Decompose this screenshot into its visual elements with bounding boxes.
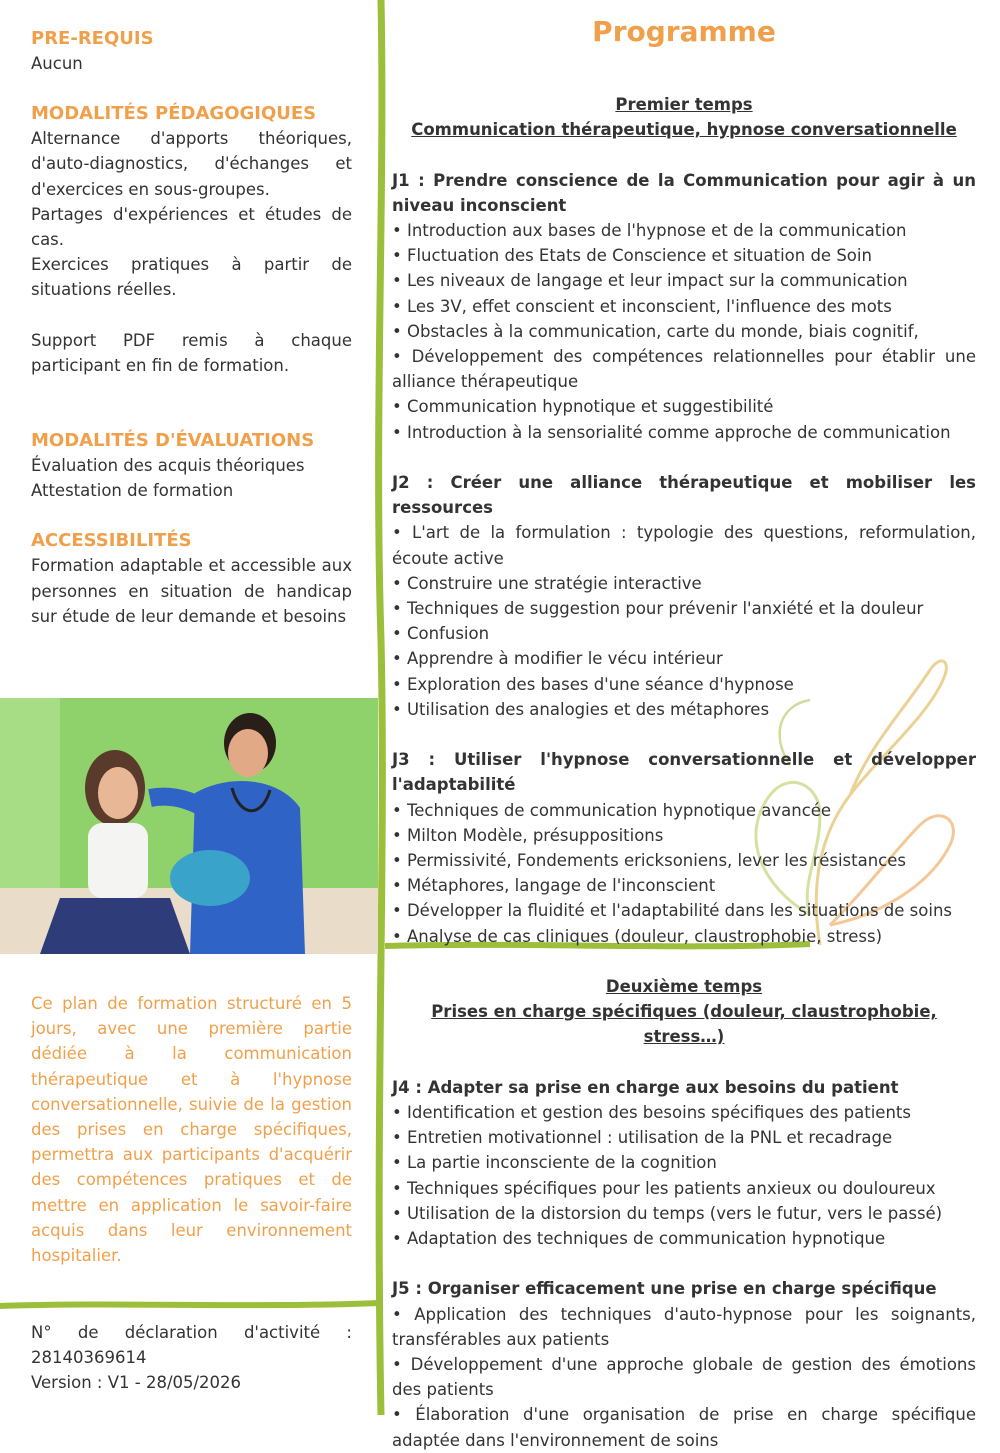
evaluations-line-2: Attestation de formation xyxy=(31,481,234,501)
list-item: • Introduction aux bases de l'hypnose et de la communication xyxy=(392,221,907,240)
prerequis-heading: PRE-REQUIS xyxy=(31,28,154,49)
list-item: • Obstacles à la communication, carte du monde, biais cognitif, xyxy=(392,321,919,341)
declaration-block xyxy=(31,1320,352,1396)
list-item: • Construire une stratégie interactive xyxy=(392,573,702,593)
list-item: • La partie inconsciente de la cognition xyxy=(392,1153,717,1173)
j5-heading: J5 : Organiser efficacement une prise en charge spécifique xyxy=(392,1279,937,1299)
list-item: • Analyse de cas cliniques (douleur, claustrophobie, stress) xyxy=(392,926,883,946)
list-item: • Confusion xyxy=(392,624,490,644)
prerequis-text: Aucun xyxy=(31,54,83,73)
list-item: • Exploration des bases d'une séance d'hypnose xyxy=(392,674,794,694)
list-item: • Communication hypnotique et suggestibilité xyxy=(392,397,774,417)
list-item: • Utilisation des analogies et des métaphores xyxy=(392,699,770,719)
j2-heading: J2 : Créer une alliance thérapeutique et mobiliser les ressources xyxy=(392,473,976,518)
temps1-label: Premier temps xyxy=(615,95,753,114)
j4-heading: J4 : Adapter sa prise en charge aux besoins du patient xyxy=(392,1077,899,1097)
accessibilite-heading: ACCESSIBILITÉS xyxy=(31,530,192,552)
list-item: • Fluctuation des Etats de Conscience et situation de Soin xyxy=(392,246,872,266)
list-item: • Métaphores, langage de l'inconscient xyxy=(392,876,716,896)
programme-content xyxy=(392,92,976,1453)
modalites-text-1: Alternance d'apports théoriques, d'auto-diagnostics, d'échanges et d'exercices en sous-groupes. xyxy=(31,129,352,199)
list-item: • Développer la fluidité et l'adaptabilité dans les situations de soins xyxy=(392,901,953,921)
doctor-patient-photo xyxy=(0,698,378,954)
evaluations-heading: MODALITÉS D'ÉVALUATIONS xyxy=(31,430,315,452)
modalites-text-2: Partages d'expériences et études de cas. xyxy=(31,204,352,250)
declaration-number: 28140369614 xyxy=(31,1348,147,1368)
summary-paragraph: Ce plan de formation structuré en 5 jours, avec une première partie dédiée à la communication thérapeutique et à l'hypnose conversationnelle, suivie de la gestion des prises en charge spécifiques, permettra aux participants d'acquérir des compétences pratiques et de mettre en application le savoir-faire acquis dans leur environnement hospitalier. xyxy=(31,994,352,1266)
list-item: • Techniques spécifiques pour les patients anxieux ou douloureux xyxy=(392,1178,936,1198)
list-item: • Adaptation des techniques de communication hypnotique xyxy=(392,1229,886,1249)
version-text: Version : V1 - 28/05/2026 xyxy=(31,1373,242,1393)
accessibilite-text: Formation adaptable et accessible aux personnes en situation de handicap sur étude de leur demande et besoins xyxy=(31,556,352,626)
list-item: • Entretien motivationnel : utilisation de la PNL et recadrage xyxy=(392,1128,893,1148)
left-column xyxy=(31,26,352,629)
temps2-subtitle: Prises en charge spécifiques (douleur, claustrophobie, stress…) xyxy=(431,1002,937,1047)
list-item: • Introduction à la sensorialité comme approche de communication xyxy=(392,422,951,442)
list-item: • Développement des compétences relationnelles pour établir une alliance thérapeutique xyxy=(392,347,976,392)
declaration-label: N° de déclaration d'activité : xyxy=(31,1323,352,1342)
list-item: • Utilisation de la distorsion du temps (vers le futur, vers le passé) xyxy=(392,1203,943,1223)
list-item: • L'art de la formulation : typologie des questions, reformulation, écoute active xyxy=(392,523,976,568)
list-item: • Développement d'une approche globale de gestion des émotions des patients xyxy=(392,1355,976,1400)
list-item: • Les 3V, effet conscient et inconscient, l'influence des mots xyxy=(392,296,892,316)
list-item: • Milton Modèle, présuppositions xyxy=(392,825,664,845)
list-item: • Techniques de communication hypnotique avancée xyxy=(392,800,832,820)
list-item: • Apprendre à modifier le vécu intérieur xyxy=(392,649,723,669)
temps1-subtitle: Communication thérapeutique, hypnose conversationnelle xyxy=(411,120,957,140)
list-item: • Identification et gestion des besoins spécifiques des patients xyxy=(392,1103,911,1123)
j1-heading: J1 : Prendre conscience de la Communication pour agir à un niveau inconscient xyxy=(392,170,976,215)
temps2-label: Deuxième temps xyxy=(605,977,763,997)
j3-heading: J3 : Utiliser l'hypnose conversationnelle et développer l'adaptabilité xyxy=(392,750,976,795)
modalites-text-4: Support PDF remis à chaque participant en fin de formation. xyxy=(31,330,352,375)
list-item: • Permissivité, Fondements ericksoniens, lever les résistances xyxy=(392,851,906,871)
modalites-text-3: Exercices pratiques à partir de situations réelles. xyxy=(31,255,352,300)
list-item: • Techniques de suggestion pour prévenir l'anxiété et la douleur xyxy=(392,599,924,619)
list-item: • Les niveaux de langage et leur impact sur la communication xyxy=(392,271,908,291)
list-item: • Élaboration d'une organisation de prise en charge spécifique adaptée dans l'environnement de soins xyxy=(392,1405,976,1450)
evaluations-line-1: Évaluation des acquis théoriques xyxy=(31,456,305,476)
modalites-heading: MODALITÉS PÉDAGOGIQUES xyxy=(31,103,317,125)
programme-title: Programme xyxy=(592,15,776,48)
list-item: • Application des techniques d'auto-hypnose pour les soignants, transférables aux patients xyxy=(392,1304,976,1349)
